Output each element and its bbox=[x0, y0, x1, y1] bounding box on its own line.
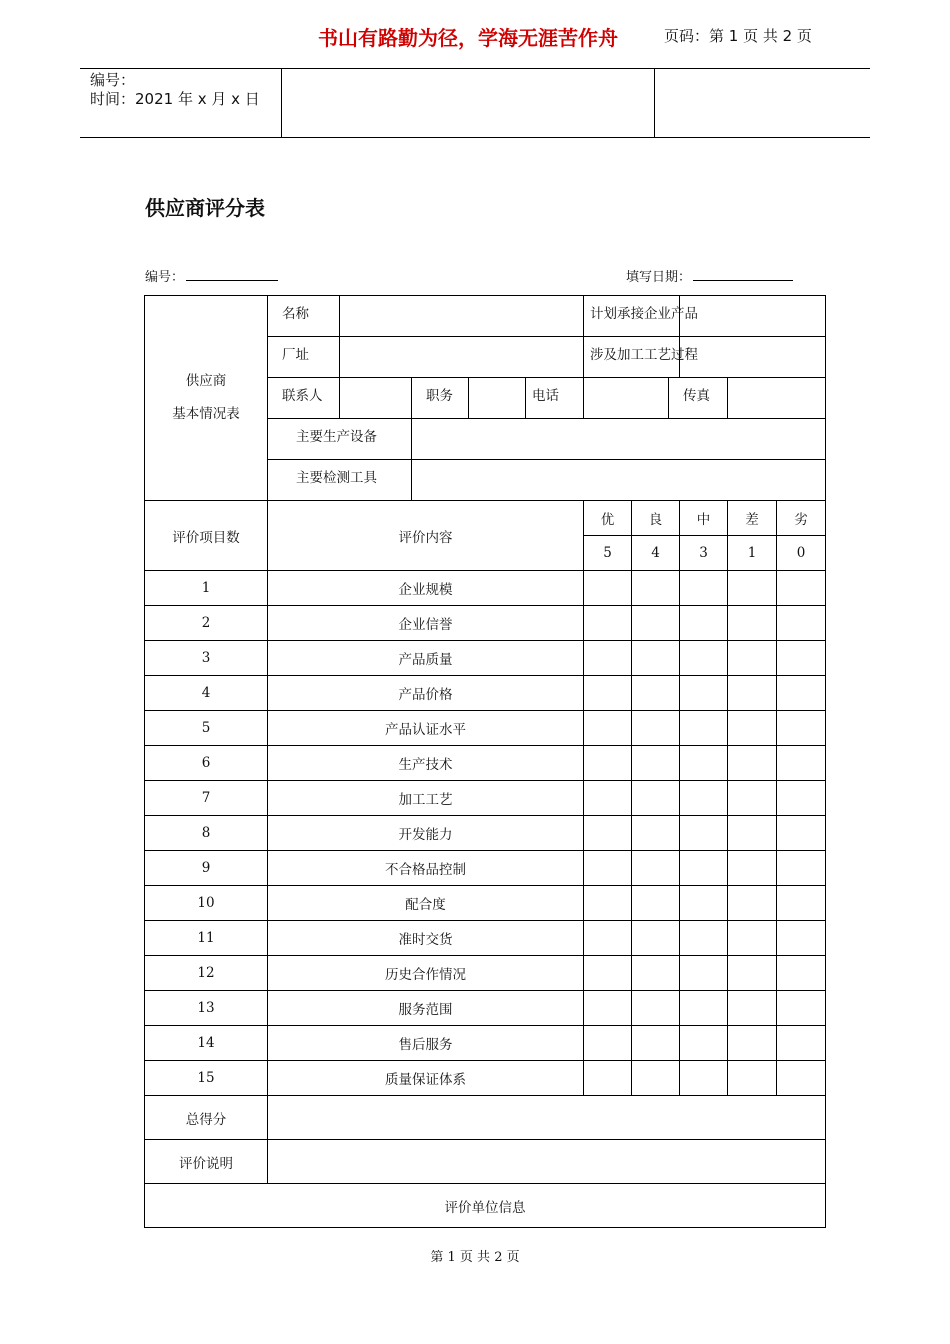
score-cell[interactable] bbox=[777, 956, 826, 991]
item-number: 7 bbox=[145, 781, 268, 816]
table-row bbox=[145, 851, 826, 886]
score-cell[interactable] bbox=[632, 781, 680, 816]
table-row bbox=[145, 921, 826, 956]
score-cell[interactable] bbox=[777, 746, 826, 781]
score-cell[interactable] bbox=[728, 676, 777, 711]
total-score-label: 总得分 bbox=[145, 1096, 268, 1140]
item-content: 不合格品控制 bbox=[268, 851, 584, 886]
item-number: 3 bbox=[145, 641, 268, 676]
score-cell[interactable] bbox=[777, 606, 826, 641]
address-label: 厂址 bbox=[268, 337, 340, 378]
score-cell[interactable] bbox=[680, 746, 728, 781]
table-row bbox=[145, 886, 826, 921]
score-cell[interactable] bbox=[584, 746, 632, 781]
score-cell[interactable] bbox=[680, 991, 728, 1026]
score-cell[interactable] bbox=[680, 921, 728, 956]
item-number: 15 bbox=[145, 1061, 268, 1096]
supplier-score-table bbox=[144, 295, 826, 1228]
score-cell[interactable] bbox=[680, 676, 728, 711]
form-number-field[interactable] bbox=[186, 268, 278, 281]
grade-poor: 差 bbox=[728, 501, 777, 536]
table-row bbox=[145, 781, 826, 816]
position-label: 职务 bbox=[412, 378, 469, 419]
fill-date bbox=[626, 266, 793, 285]
item-number: 2 bbox=[145, 606, 268, 641]
form-number bbox=[145, 266, 278, 285]
name-field[interactable] bbox=[340, 296, 584, 337]
score-cell[interactable] bbox=[777, 571, 826, 606]
header-divider bbox=[654, 69, 655, 137]
item-content: 开发能力 bbox=[268, 816, 584, 851]
score-cell[interactable] bbox=[584, 816, 632, 851]
score-cell[interactable] bbox=[584, 1061, 632, 1096]
item-number: 10 bbox=[145, 886, 268, 921]
score-cell[interactable] bbox=[777, 921, 826, 956]
score-medium: 3 bbox=[680, 536, 728, 571]
address-field[interactable] bbox=[340, 337, 584, 378]
contact-field[interactable] bbox=[340, 378, 412, 419]
score-cell[interactable] bbox=[680, 1026, 728, 1061]
score-cell[interactable] bbox=[728, 781, 777, 816]
score-cell[interactable] bbox=[728, 746, 777, 781]
score-cell[interactable] bbox=[632, 641, 680, 676]
score-good: 4 bbox=[632, 536, 680, 571]
score-cell[interactable] bbox=[680, 606, 728, 641]
score-cell[interactable] bbox=[632, 711, 680, 746]
score-cell[interactable] bbox=[584, 991, 632, 1026]
table-row bbox=[145, 816, 826, 851]
score-cell[interactable] bbox=[632, 1026, 680, 1061]
equipment-label: 主要生产设备 bbox=[268, 419, 412, 460]
score-cell[interactable] bbox=[728, 921, 777, 956]
tools-label: 主要检测工具 bbox=[268, 460, 412, 501]
item-content: 生产技术 bbox=[268, 746, 584, 781]
item-number-header: 评价项目数 bbox=[145, 501, 268, 571]
name-label: 名称 bbox=[268, 296, 340, 337]
score-cell[interactable] bbox=[680, 781, 728, 816]
page-footer: 第 1 页 共 2 页 bbox=[430, 1250, 520, 1265]
item-content: 企业规模 bbox=[268, 571, 584, 606]
score-cell[interactable] bbox=[777, 1061, 826, 1096]
item-content: 加工工艺 bbox=[268, 781, 584, 816]
item-number: 14 bbox=[145, 1026, 268, 1061]
header-motto: 书山有路勤为径，学海无涯苦作舟 bbox=[318, 26, 618, 50]
score-cell[interactable] bbox=[584, 711, 632, 746]
score-cell[interactable] bbox=[777, 886, 826, 921]
item-number: 1 bbox=[145, 571, 268, 606]
form-number-label: 编号： bbox=[145, 270, 185, 285]
score-cell[interactable] bbox=[584, 956, 632, 991]
table-row bbox=[145, 746, 826, 781]
score-excellent: 5 bbox=[584, 536, 632, 571]
item-content: 产品价格 bbox=[268, 676, 584, 711]
score-cell[interactable] bbox=[777, 641, 826, 676]
fill-date-field[interactable] bbox=[693, 268, 793, 281]
score-cell[interactable] bbox=[728, 886, 777, 921]
item-content: 产品认证水平 bbox=[268, 711, 584, 746]
score-cell[interactable] bbox=[728, 851, 777, 886]
score-cell[interactable] bbox=[728, 606, 777, 641]
item-content: 服务范围 bbox=[268, 991, 584, 1026]
score-cell[interactable] bbox=[728, 571, 777, 606]
score-cell[interactable] bbox=[632, 676, 680, 711]
score-cell[interactable] bbox=[680, 711, 728, 746]
score-cell[interactable] bbox=[777, 816, 826, 851]
score-cell[interactable] bbox=[584, 1026, 632, 1061]
score-cell[interactable] bbox=[584, 606, 632, 641]
score-cell[interactable] bbox=[728, 956, 777, 991]
process-label: 涉及加工工艺过程 bbox=[584, 337, 680, 378]
product-field[interactable] bbox=[680, 296, 826, 337]
item-number: 9 bbox=[145, 851, 268, 886]
item-number: 12 bbox=[145, 956, 268, 991]
item-content: 历史合作情况 bbox=[268, 956, 584, 991]
score-cell[interactable] bbox=[632, 816, 680, 851]
score-cell[interactable] bbox=[728, 816, 777, 851]
item-content: 产品质量 bbox=[268, 641, 584, 676]
item-number: 8 bbox=[145, 816, 268, 851]
unit-info-label: 评价单位信息 bbox=[145, 1184, 826, 1228]
tools-field[interactable] bbox=[412, 460, 826, 501]
fax-label: 传真 bbox=[669, 378, 728, 419]
score-cell[interactable] bbox=[632, 571, 680, 606]
score-cell[interactable] bbox=[584, 571, 632, 606]
item-content: 配合度 bbox=[268, 886, 584, 921]
total-score-field[interactable] bbox=[268, 1096, 826, 1140]
score-poor: 1 bbox=[728, 536, 777, 571]
contact-label: 联系人 bbox=[268, 378, 340, 419]
score-cell[interactable] bbox=[584, 781, 632, 816]
supplier-section-label-line1: 供应商 bbox=[185, 373, 227, 389]
score-cell[interactable] bbox=[728, 1026, 777, 1061]
equipment-field[interactable] bbox=[412, 419, 826, 460]
score-cell[interactable] bbox=[584, 676, 632, 711]
item-content: 准时交货 bbox=[268, 921, 584, 956]
grade-good: 良 bbox=[632, 501, 680, 536]
fill-date-label: 填写日期： bbox=[626, 270, 692, 285]
score-cell[interactable] bbox=[777, 1026, 826, 1061]
score-cell[interactable] bbox=[680, 1061, 728, 1096]
table-row bbox=[145, 1026, 826, 1061]
grade-medium: 中 bbox=[680, 501, 728, 536]
score-cell[interactable] bbox=[632, 606, 680, 641]
score-cell[interactable] bbox=[680, 816, 728, 851]
header-divider bbox=[281, 69, 282, 137]
table-row bbox=[145, 606, 826, 641]
table-row bbox=[145, 956, 826, 991]
score-cell[interactable] bbox=[584, 641, 632, 676]
item-number: 13 bbox=[145, 991, 268, 1026]
score-cell[interactable] bbox=[777, 676, 826, 711]
score-bad: 0 bbox=[777, 536, 826, 571]
score-cell[interactable] bbox=[777, 851, 826, 886]
supplier-section-label bbox=[145, 296, 268, 501]
score-cell[interactable] bbox=[632, 886, 680, 921]
score-cell[interactable] bbox=[680, 956, 728, 991]
table-row bbox=[145, 711, 826, 746]
score-cell[interactable] bbox=[777, 781, 826, 816]
score-cell[interactable] bbox=[728, 1061, 777, 1096]
process-field[interactable] bbox=[680, 337, 826, 378]
score-cell[interactable] bbox=[632, 1061, 680, 1096]
score-cell[interactable] bbox=[777, 991, 826, 1026]
score-cell[interactable] bbox=[584, 886, 632, 921]
score-cell[interactable] bbox=[680, 571, 728, 606]
score-cell[interactable] bbox=[632, 851, 680, 886]
phone-field[interactable] bbox=[584, 378, 669, 419]
table-row bbox=[145, 991, 826, 1026]
item-number: 11 bbox=[145, 921, 268, 956]
score-cell[interactable] bbox=[632, 956, 680, 991]
score-cell[interactable] bbox=[680, 886, 728, 921]
document-header bbox=[80, 68, 870, 138]
item-content: 售后服务 bbox=[268, 1026, 584, 1061]
header-page-info: 页码：第 1 页 共 2 页 bbox=[664, 27, 812, 45]
remark-label: 评价说明 bbox=[145, 1140, 268, 1184]
supplier-section-label-line2: 基本情况表 bbox=[172, 406, 240, 422]
product-label: 计划承接企业产品 bbox=[584, 296, 680, 337]
header-number-label: 编号： bbox=[90, 71, 136, 89]
item-content: 企业信誉 bbox=[268, 606, 584, 641]
score-cell[interactable] bbox=[777, 711, 826, 746]
position-field[interactable] bbox=[469, 378, 526, 419]
score-cell[interactable] bbox=[728, 641, 777, 676]
score-cell[interactable] bbox=[680, 851, 728, 886]
score-cell[interactable] bbox=[584, 851, 632, 886]
table-row bbox=[145, 676, 826, 711]
score-cell[interactable] bbox=[632, 991, 680, 1026]
remark-field[interactable] bbox=[268, 1140, 826, 1184]
item-content: 质量保证体系 bbox=[268, 1061, 584, 1096]
table-row bbox=[145, 641, 826, 676]
fax-field[interactable] bbox=[728, 378, 826, 419]
phone-label: 电话 bbox=[526, 378, 584, 419]
header-time-label: 时间：2021 年 x 月 x 日 bbox=[90, 90, 260, 108]
page-title: 供应商评分表 bbox=[145, 196, 265, 220]
table-row bbox=[145, 1061, 826, 1096]
grade-bad: 劣 bbox=[777, 501, 826, 536]
table-row bbox=[145, 571, 826, 606]
score-cell[interactable] bbox=[584, 921, 632, 956]
item-number: 6 bbox=[145, 746, 268, 781]
score-cell[interactable] bbox=[632, 746, 680, 781]
item-number: 4 bbox=[145, 676, 268, 711]
score-cell[interactable] bbox=[680, 641, 728, 676]
score-cell[interactable] bbox=[632, 921, 680, 956]
grade-excellent: 优 bbox=[584, 501, 632, 536]
score-cell[interactable] bbox=[728, 991, 777, 1026]
content-header: 评价内容 bbox=[268, 501, 584, 571]
header-meta bbox=[90, 71, 260, 109]
item-number: 5 bbox=[145, 711, 268, 746]
score-cell[interactable] bbox=[728, 711, 777, 746]
